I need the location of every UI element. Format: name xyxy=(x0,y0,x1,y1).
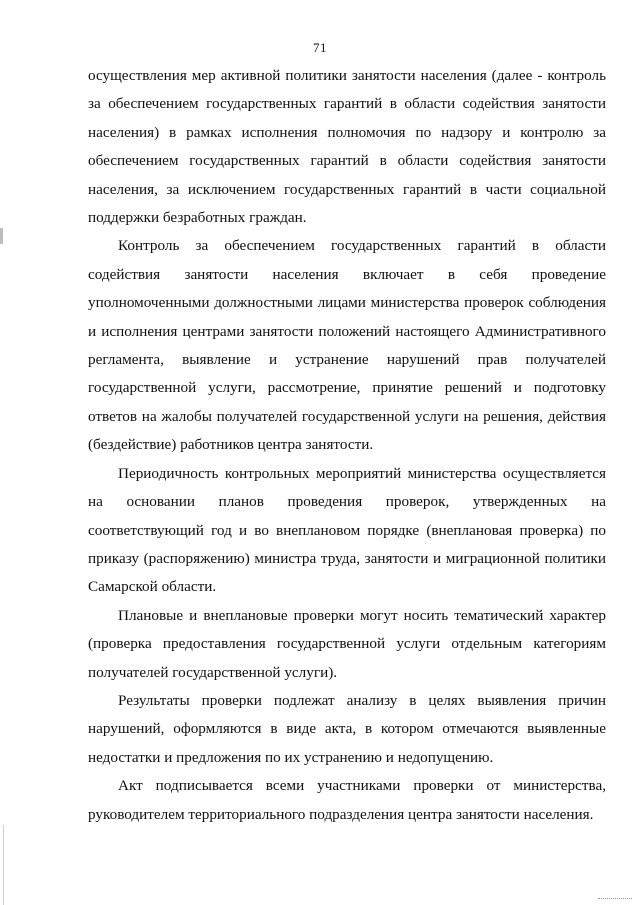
paragraph-act-signing: Акт подписывается всеми участниками проверки от министерства, руководителем территориального подразделения центра занятости населения. xyxy=(88,777,606,823)
paragraph-periodicity: Периодичность контрольных мероприятий министерства осуществляется на основании планов проведения проверок, утвержденных на соответствующий год и во внеплановом порядке (внеплановая проверка) по приказу (распоряжению) министра труда, занятости и миграционной политики Самарской области. xyxy=(88,464,606,596)
paragraph-control-scope: Контроль за обеспечением государственных гарантий в области содействия занятости населения включает в себя проведение уполномоченными должностными лицами министерства проверок соблюдения и исполнения центрами занятости положений настоящего Административного регламента, выявление и устранение нарушений прав получателей государственной услуги, рассмотрение, принятие решений и подготовку ответов на жалобы получателей государственной услуги на решения, действия (бездействие) работников центра занятости. xyxy=(88,237,606,454)
scan-margin-mark xyxy=(0,228,3,244)
page-number: 71 xyxy=(313,40,327,55)
scan-edge-line xyxy=(3,825,4,905)
document-body xyxy=(88,62,606,829)
paragraph-inspection-results: Результаты проверки подлежат анализу в целях выявления причин нарушений, оформляются в виде акта, в котором отмечаются выявленные недостатки и предложения по их устранению и недопущению. xyxy=(88,691,606,766)
scan-corner-dots xyxy=(598,897,632,899)
paragraph-inspection-types: Плановые и внеплановые проверки могут носить тематический характер (проверка предоставления государственной услуги отдельным категориям получателей государственной услуги). xyxy=(88,606,606,681)
paragraph-continuation: осуществления мер активной политики занятости населения (далее - контроль за обеспечением государственных гарантий в области содействия занятости населения) в рамках исполнения полномочия по надзору и контролю за обеспечением государственных гарантий в области содействия занятости населения, за исключением государственных гарантий в части социальной поддержки безработных граждан. xyxy=(88,67,606,227)
